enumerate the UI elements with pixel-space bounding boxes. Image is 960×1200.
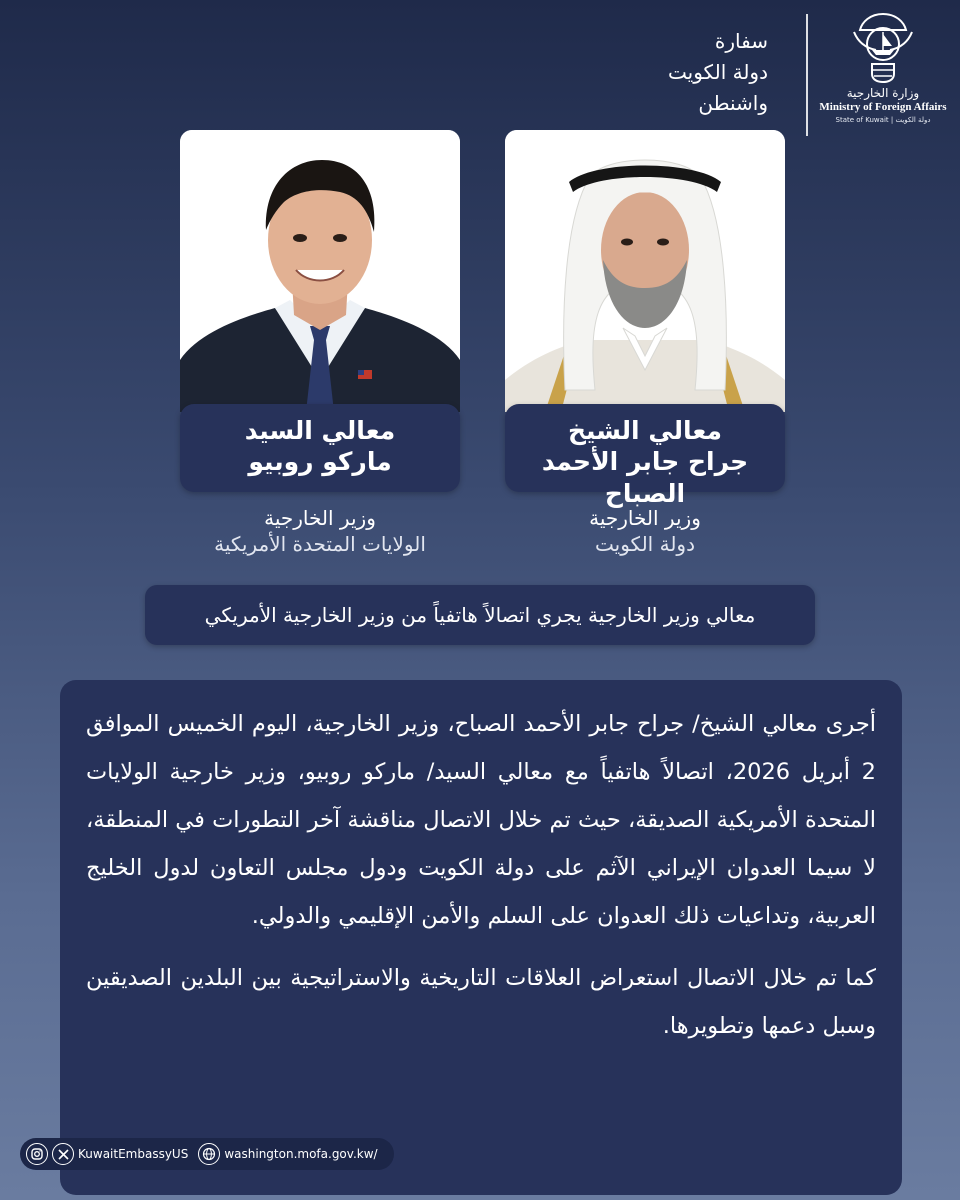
- body-paragraph-2: كما تم خلال الاتصال استعراض العلاقات التاريخية والاستراتيجية بين البلدين الصديقين وسبل دعمها وتطويرها.: [86, 965, 876, 1039]
- mofa-state-label: State of Kuwait | دولة الكويت: [835, 116, 931, 124]
- kuwait-emblem-icon: [848, 10, 918, 84]
- embassy-name: [668, 26, 768, 119]
- header-divider: [806, 14, 808, 136]
- portrait-kuwait-minister: [505, 130, 785, 412]
- embassy-line-2: دولة الكويت: [668, 60, 768, 84]
- kuwait-minister-role: [505, 505, 785, 557]
- us-minister-name: ماركو روبيو: [248, 447, 392, 476]
- nameplate-kuwait-minister: [505, 404, 785, 508]
- mofa-arabic-name: وزارة الخارجية: [846, 86, 920, 100]
- us-role-title: وزير الخارجية: [264, 506, 376, 530]
- kuwait-role-country: دولة الكويت: [595, 532, 695, 556]
- us-minister-photo: [180, 130, 460, 412]
- kuwait-minister-name: جراح جابر الأحمد الصباح: [541, 447, 749, 508]
- portrait-us-minister: [180, 130, 460, 412]
- instagram-icon[interactable]: [26, 1143, 48, 1165]
- press-release-body: [60, 680, 902, 1195]
- header: [0, 0, 960, 150]
- kuwait-minister-title: معالي الشيخ: [568, 416, 722, 445]
- us-minister-title: معالي السيد: [244, 416, 396, 445]
- kuwait-minister-photo: [505, 130, 785, 412]
- website-link[interactable]: washington.mofa.gov.kw/: [224, 1147, 378, 1161]
- card-us-minister: [180, 130, 460, 492]
- x-icon[interactable]: [52, 1143, 74, 1165]
- social-bar: [20, 1138, 394, 1170]
- embassy-line-1: سفارة: [714, 29, 768, 53]
- us-minister-role: [180, 505, 460, 557]
- body-paragraph-1: أجرى معالي الشيخ/ جراح جابر الأحمد الصباح، وزير الخارجية، اليوم الخميس الموافق 2 أبريل 2026، اتصالاً هاتفياً مع معالي السيد/ ماركو روبيو، وزير خارجية الولايات المتحدة الأمريكية الصديقة، حيث تم خلال الاتصال مناقشة آخر التطورات في المنطقة، لا سيما العدوان الإيراني الآثم على دولة الكويت ودول مجلس التعاون لدول الخليج العربية، وتداعيات ذلك العدوان على السلم والأمن الإقليمي والدولي.: [86, 711, 876, 929]
- embassy-line-3: واشنطن: [698, 91, 768, 115]
- us-role-country: الولايات المتحدة الأمريكية: [214, 532, 426, 556]
- nameplate-us-minister: [180, 404, 460, 492]
- card-kuwait-minister: [505, 130, 785, 508]
- globe-icon: [198, 1143, 220, 1165]
- mofa-logo: [818, 10, 948, 124]
- mofa-english-name: Ministry of Foreign Affairs: [819, 101, 947, 113]
- kuwait-role-title: وزير الخارجية: [589, 506, 701, 530]
- headline-banner: معالي وزير الخارجية يجري اتصالاً هاتفياً من وزير الخارجية الأمريكي: [145, 585, 815, 645]
- social-handle[interactable]: KuwaitEmbassyUS: [78, 1147, 189, 1161]
